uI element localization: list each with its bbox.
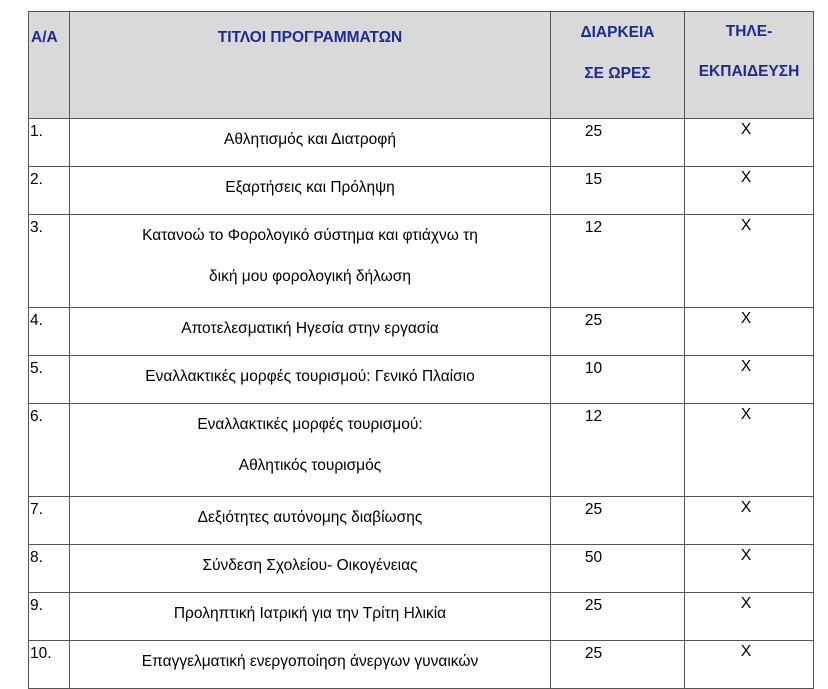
row-distance-learning-mark: X (685, 404, 814, 497)
row-program-title (70, 497, 551, 545)
header-duration-line1: ΔΙΑΡΚΕΙΑ (580, 24, 655, 41)
header-duration (551, 12, 685, 119)
header-title: ΤΙΤΛΟΙ ΠΡΟΓΡΑΜΜΑΤΩΝ (70, 12, 551, 119)
row-duration-hours: 25 (551, 641, 685, 689)
row-number: 8. (29, 545, 70, 593)
row-program-title (70, 593, 551, 641)
table-row (29, 119, 814, 167)
program-title-line: Αθλητικός τουρισμός (238, 457, 382, 474)
row-distance-learning-mark: X (685, 167, 814, 215)
table-row (29, 545, 814, 593)
row-duration-hours: 25 (551, 497, 685, 545)
row-number: 4. (29, 308, 70, 356)
row-number: 9. (29, 593, 70, 641)
row-duration-hours: 15 (551, 167, 685, 215)
row-number: 1. (29, 119, 70, 167)
program-title-line: Αθλητισμός και Διατροφή (224, 131, 396, 148)
row-duration-hours: 10 (551, 356, 685, 404)
program-title-line: Δεξιότητες αυτόνομης διαβίωσης (197, 509, 423, 526)
table-row (29, 497, 814, 545)
row-program-title (70, 641, 551, 689)
programs-table (28, 11, 814, 689)
header-distance-line1: ΤΗΛΕ- (725, 23, 773, 40)
row-duration-hours: 12 (551, 404, 685, 497)
header-duration-line2: ΣΕ ΩΡΕΣ (584, 65, 651, 82)
row-distance-learning-mark: X (685, 356, 814, 404)
row-program-title (70, 404, 551, 497)
row-duration-hours: 50 (551, 545, 685, 593)
table-row (29, 593, 814, 641)
program-title-line: Κατανοώ το Φορολογικό σύστημα και φτιάχνω τη (142, 227, 478, 244)
program-title-line: Εναλλακτικές μορφές τουρισμού: (197, 416, 423, 433)
table-row (29, 356, 814, 404)
row-distance-learning-mark: X (685, 119, 814, 167)
program-title-line: Προληπτική Ιατρική για την Τρίτη Ηλικία (173, 605, 447, 622)
row-program-title (70, 308, 551, 356)
program-title-line: Εναλλακτικές μορφές τουρισμού: Γενικό Πλαίσιο (145, 368, 475, 385)
table-body (29, 119, 814, 689)
table-row (29, 641, 814, 689)
row-program-title (70, 167, 551, 215)
row-distance-learning-mark: X (685, 641, 814, 689)
header-distance-learning (685, 12, 814, 119)
table-row (29, 404, 814, 497)
table-header-row (29, 12, 814, 119)
program-title-line: Σύνδεση Σχολείου- Οικογένειας (202, 557, 418, 574)
program-title-line: Εξαρτήσεις και Πρόληψη (225, 179, 395, 196)
row-distance-learning-mark: X (685, 497, 814, 545)
row-distance-learning-mark: X (685, 308, 814, 356)
row-program-title (70, 545, 551, 593)
row-program-title (70, 356, 551, 404)
row-number: 7. (29, 497, 70, 545)
header-distance-line2: ΕΚΠΑΙΔΕΥΣΗ (698, 63, 800, 80)
program-title-line: Αποτελεσματική Ηγεσία στην εργασία (181, 320, 439, 337)
row-program-title (70, 215, 551, 308)
row-number: 2. (29, 167, 70, 215)
row-duration-hours: 12 (551, 215, 685, 308)
row-distance-learning-mark: X (685, 545, 814, 593)
row-distance-learning-mark: X (685, 215, 814, 308)
table-row (29, 167, 814, 215)
row-number: 10. (29, 641, 70, 689)
header-number: Α/Α (29, 12, 70, 119)
table-row (29, 215, 814, 308)
row-duration-hours: 25 (551, 308, 685, 356)
row-number: 3. (29, 215, 70, 308)
row-program-title (70, 119, 551, 167)
table-row (29, 308, 814, 356)
row-number: 5. (29, 356, 70, 404)
program-title-line: Επαγγελματική ενεργοποίηση άνεργων γυναικών (141, 653, 479, 670)
programs-table-container (28, 11, 814, 689)
row-duration-hours: 25 (551, 593, 685, 641)
row-duration-hours: 25 (551, 119, 685, 167)
row-distance-learning-mark: X (685, 593, 814, 641)
row-number: 6. (29, 404, 70, 497)
program-title-line: δική μου φορολογική δήλωση (209, 268, 411, 285)
